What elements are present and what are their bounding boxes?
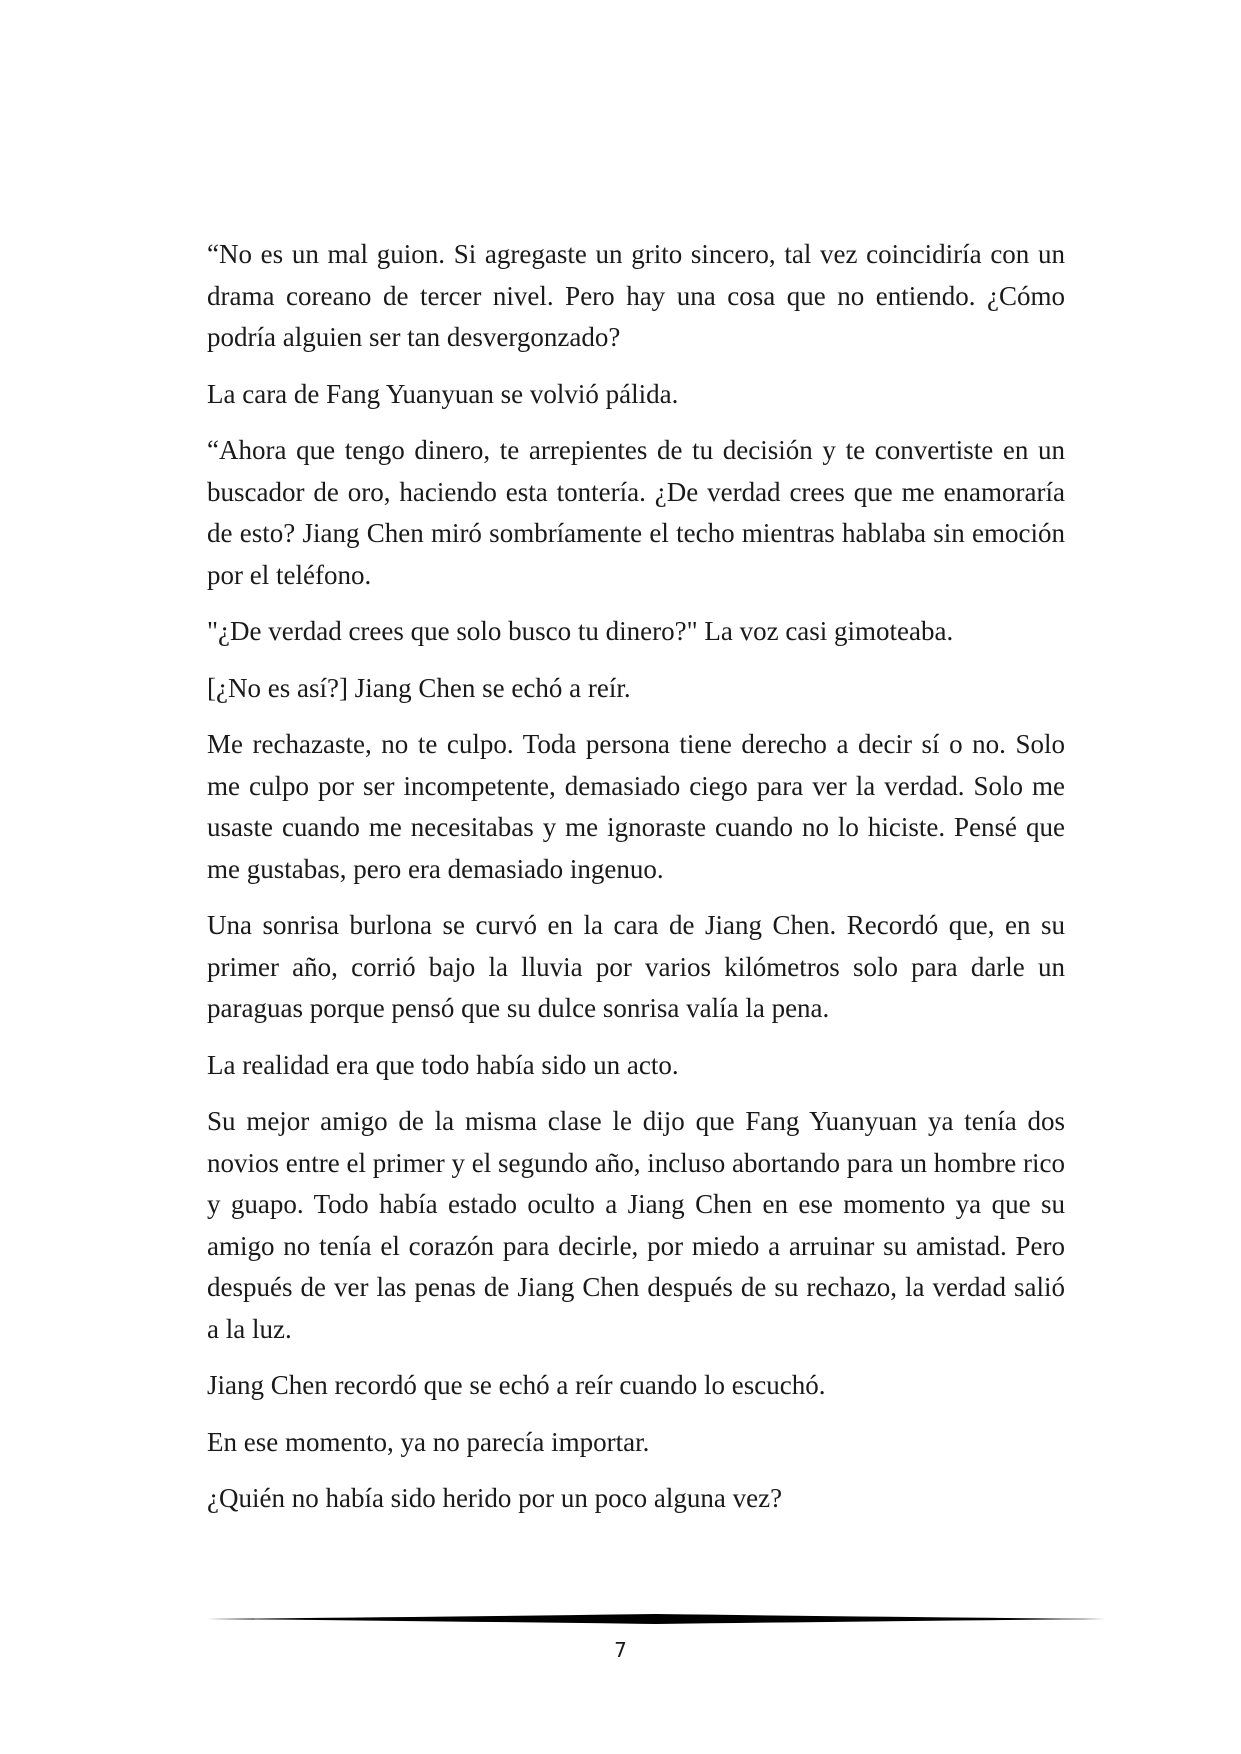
paragraph: En ese momento, ya no parecía importar. bbox=[207, 1426, 650, 1457]
paragraph: La realidad era que todo había sido un acto. bbox=[207, 1049, 679, 1080]
paragraph: Jiang Chen recordó que se echó a reír cuando lo escuchó. bbox=[207, 1370, 826, 1400]
paragraph: Me rechazaste, no te culpo. Toda persona tiene derecho a decir sí o no. Solo me culpo por ser incompetente, demasiado ciego para ver la verdad. Solo me usaste cuando me necesitabas y me ignoraste cuando no lo hiciste. Pensé que me gustabas, pero era demasiado ingenuo. bbox=[207, 729, 1065, 884]
paragraph: La cara de Fang Yuanyuan se volvió pálida. bbox=[207, 378, 679, 409]
paragraph: "¿De verdad crees que solo busco tu dinero?" La voz casi gimoteaba. bbox=[207, 616, 954, 646]
paragraph: Su mejor amigo de la misma clase le dijo que Fang Yuanyuan ya tenía dos novios entre el primer y el segundo año, incluso abortando para un hombre rico y guapo. Todo había estado oculto a Jiang Chen en ese momento ya que su amigo no tenía el corazón para decirle, por miedo a arruinar su amistad. Pero después de ver las penas de Jiang Chen después de su rechazo, la verdad salió a la luz. bbox=[207, 1106, 1065, 1344]
paragraph: Una sonrisa burlona se curvó en la cara de Jiang Chen. Recordó que, en su primer año, corrió bajo la lluvia por varios kilómetros solo para darle un paraguas porque pensó que su dulce sonrisa valía la pena. bbox=[207, 910, 1065, 1023]
footer-divider bbox=[207, 1612, 1105, 1626]
paragraph: [¿No es así?] Jiang Chen se echó a reír. bbox=[207, 672, 631, 703]
paragraph: ¿Quién no había sido herido por un poco alguna vez? bbox=[207, 1483, 783, 1513]
page-number: 7 bbox=[614, 1638, 627, 1662]
paragraph: “No es un mal guion. Si agregaste un grito sincero, tal vez coincidiría con un drama coreano de tercer nivel. Pero hay una cosa que no entiendo. ¿Cómo podría alguien ser tan desvergonzado? bbox=[207, 239, 1065, 352]
body-text bbox=[207, 234, 1065, 1520]
paragraph: “Ahora que tengo dinero, te arrepientes de tu decisión y te convertiste en un buscador de oro, haciendo esta tontería. ¿De verdad crees que me enamoraría de esto? Jiang Chen miró sombríamente el techo mientras hablaba sin emoción por el teléfono. bbox=[207, 435, 1065, 590]
